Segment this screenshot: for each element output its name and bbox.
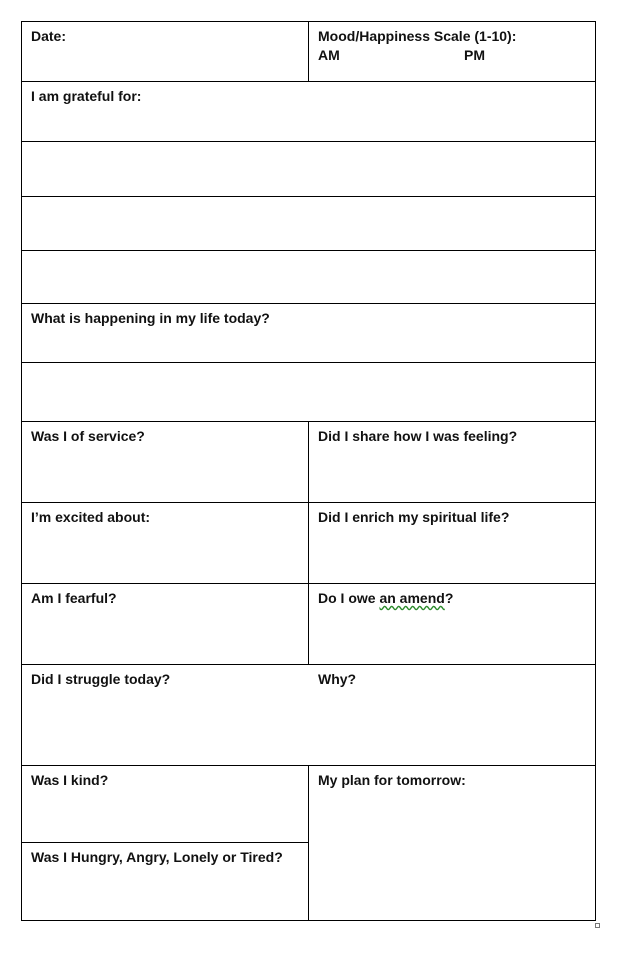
happening-field[interactable]	[22, 304, 595, 362]
halt-field[interactable]	[22, 843, 309, 921]
halt-label: Was I Hungry, Angry, Lonely or Tired?	[31, 849, 283, 865]
plan-tomorrow-label: My plan for tomorrow:	[318, 772, 466, 788]
kind-field[interactable]	[22, 766, 309, 842]
amend-suffix: ?	[444, 590, 454, 606]
mood-scale-label: Mood/Happiness Scale (1-10):	[318, 28, 517, 44]
excited-label: I’m excited about:	[31, 509, 151, 525]
journal-form	[21, 21, 596, 921]
amend-field[interactable]	[309, 584, 595, 664]
plan-tomorrow-field[interactable]	[309, 766, 595, 921]
spiritual-field[interactable]	[309, 503, 595, 583]
happening-label: What is happening in my life today?	[31, 310, 270, 326]
mood-scale-field[interactable]	[309, 22, 595, 82]
why-field[interactable]	[309, 665, 595, 765]
share-feeling-field[interactable]	[309, 422, 595, 502]
spiritual-label: Did I enrich my spiritual life?	[318, 509, 510, 525]
amend-label	[318, 589, 586, 608]
date-label: Date:	[31, 28, 67, 44]
kind-label: Was I kind?	[31, 772, 109, 788]
pm-label: PM	[464, 47, 485, 63]
struggle-label: Did I struggle today?	[31, 671, 171, 687]
table-resize-handle[interactable]	[595, 923, 600, 928]
share-feeling-label: Did I share how I was feeling?	[318, 428, 518, 444]
am-label: AM	[318, 47, 340, 63]
amend-prefix: Do I owe	[318, 590, 380, 606]
grateful-line-2[interactable]	[22, 197, 595, 250]
why-label: Why?	[318, 671, 357, 687]
grateful-line-3[interactable]	[22, 251, 595, 303]
fearful-field[interactable]	[22, 584, 309, 664]
amend-word: an amend	[379, 590, 445, 606]
grateful-line-1[interactable]	[22, 142, 595, 196]
happening-line[interactable]	[22, 363, 595, 421]
grateful-field[interactable]	[22, 82, 595, 141]
excited-field[interactable]	[22, 503, 309, 583]
struggle-field[interactable]	[22, 665, 309, 765]
fearful-label: Am I fearful?	[31, 590, 117, 606]
grateful-label: I am grateful for:	[31, 88, 142, 104]
date-field[interactable]	[22, 22, 309, 82]
service-label: Was I of service?	[31, 428, 145, 444]
service-field[interactable]	[22, 422, 309, 502]
